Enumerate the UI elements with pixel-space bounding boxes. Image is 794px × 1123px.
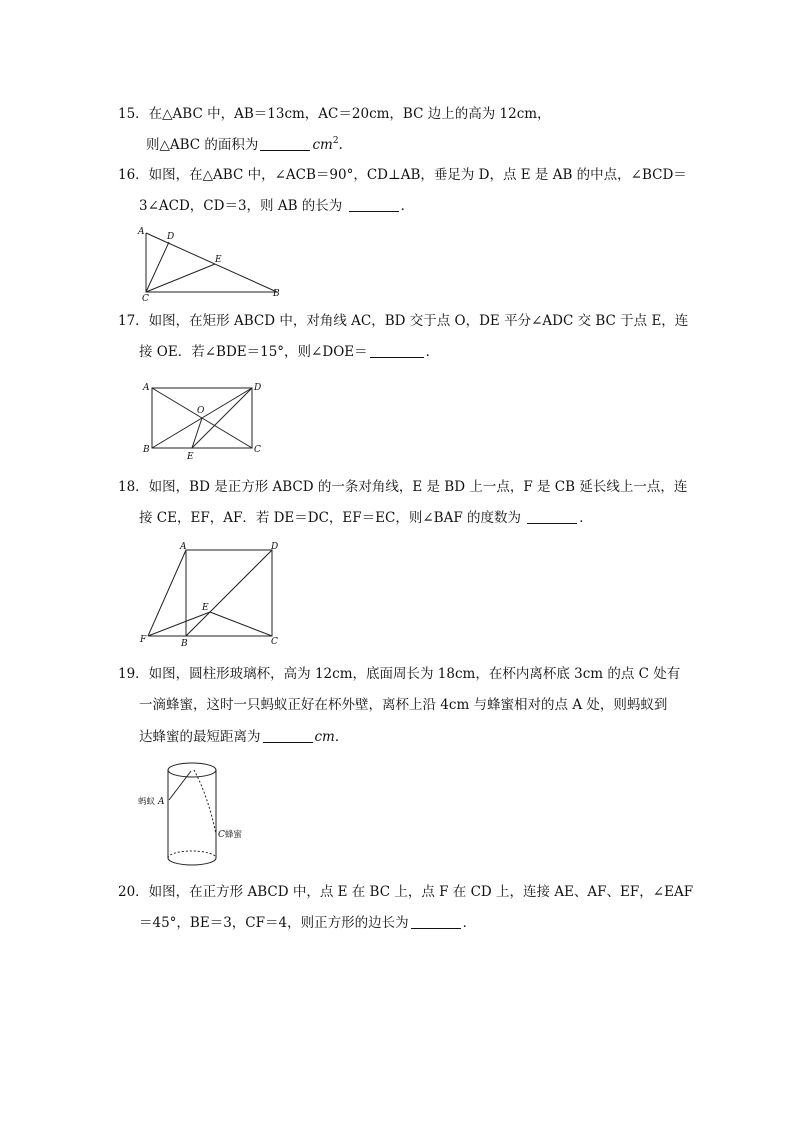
label-E: E: [215, 255, 222, 265]
answer-blank-16[interactable]: [349, 197, 399, 212]
label-C: C: [271, 637, 278, 647]
problem-17-line-1: 17．如图，在矩形 ABCD 中，对角线 AC，BD 交于点 O，DE 平分∠ADC 交 BC 于点 E，连: [118, 313, 689, 329]
label-D: D: [167, 232, 175, 242]
label-A: A: [138, 227, 145, 237]
problem-18-text: 接 CE，EF，AF．若 DE＝DC，EF＝EC，则∠BAF 的度数为: [139, 510, 521, 526]
problem-16-text: 3∠ACD，CD＝3，则 AB 的长为: [139, 198, 343, 214]
problem-16-end: ．: [400, 198, 415, 214]
problem-17-text: 接 OE．若∠BDE＝15°，则∠DOE＝: [139, 344, 368, 360]
problem-18-line-2: [139, 508, 593, 528]
problem-15-line-2: [146, 131, 343, 155]
figure-16-triangle: [135, 222, 295, 302]
unit-cm: cm: [314, 729, 335, 745]
answer-blank-15[interactable]: [260, 136, 310, 151]
problem-15-end: .: [338, 137, 343, 153]
label-A: A: [180, 542, 187, 552]
answer-blank-17[interactable]: [370, 343, 424, 358]
problem-20-line-1: 20．如图，在正方形 ABCD 中，点 E 在 BC 上，点 F 在 CD 上，连接 AE、AF、EF，∠EAF: [118, 884, 694, 900]
answer-blank-18[interactable]: [527, 509, 577, 524]
problem-19-line-3: [139, 727, 348, 747]
label-B: B: [273, 289, 280, 299]
label-C: C: [218, 830, 225, 840]
problem-19-line-2: 一滴蜂蜜，这时一只蚂蚁正好在杯外壁，离杯上沿 4cm 与蜂蜜相对的点 A 处，则蚂蚁到: [139, 697, 668, 713]
label-B: B: [181, 639, 188, 649]
label-B: B: [143, 445, 150, 455]
label-C: C: [254, 445, 261, 455]
problem-15-text: 则△ABC 的面积为: [146, 137, 259, 153]
label-F: F: [140, 635, 147, 645]
answer-blank-20[interactable]: [411, 914, 461, 929]
problem-20-line-2: [139, 913, 476, 933]
problem-18-line-1: 18．如图，BD 是正方形 ABCD 的一条对角线，E 是 BD 上一点，F 是 CB 延长线上一点，连: [118, 479, 688, 495]
label-O: O: [197, 406, 205, 416]
label-C: C: [142, 294, 149, 304]
figure-18-square: [138, 540, 288, 650]
problem-15-line-1: 15．在△ABC 中，AB＝13cm，AC＝20cm，BC 边上的高为 12cm，: [118, 106, 551, 122]
problem-17-end: ．: [425, 344, 440, 360]
label-A: A: [158, 797, 165, 807]
figure-17-rectangle: [140, 378, 270, 463]
label-A: A: [143, 383, 150, 393]
problem-20-end: ．: [462, 915, 477, 931]
problem-16-line-1: 16．如图，在△ABC 中，∠ACB＝90°，CD⊥AB，垂足为 D，点 E 是 AB 的中点，∠BCD＝: [118, 167, 687, 183]
problem-17-line-2: [139, 342, 439, 362]
unit-exponent: 2: [332, 136, 339, 146]
unit-cm: cm: [312, 137, 333, 153]
problem-18-end: ．: [579, 510, 593, 526]
problem-19-line-1: 19．如图，圆柱形玻璃杯，高为 12cm，底面周长为 18cm，在杯内离杯底 3cm 的点 C 处有: [118, 666, 681, 682]
figure-19-cylinder: [136, 756, 256, 871]
answer-blank-19[interactable]: [263, 728, 313, 743]
label-ant: 蚂蚁: [138, 797, 156, 807]
label-E: E: [187, 452, 194, 462]
label-E: E: [202, 603, 209, 613]
label-D: D: [271, 542, 279, 552]
problem-19-end: ．: [334, 729, 349, 745]
label-honey: 蜂蜜: [225, 830, 243, 840]
problem-19-text: 达蜂蜜的最短距离为: [139, 729, 261, 745]
problem-20-text: ＝45°，BE＝3，CF＝4，则正方形的边长为: [139, 915, 409, 931]
label-D: D: [254, 383, 262, 393]
problem-16-line-2: [139, 196, 414, 216]
